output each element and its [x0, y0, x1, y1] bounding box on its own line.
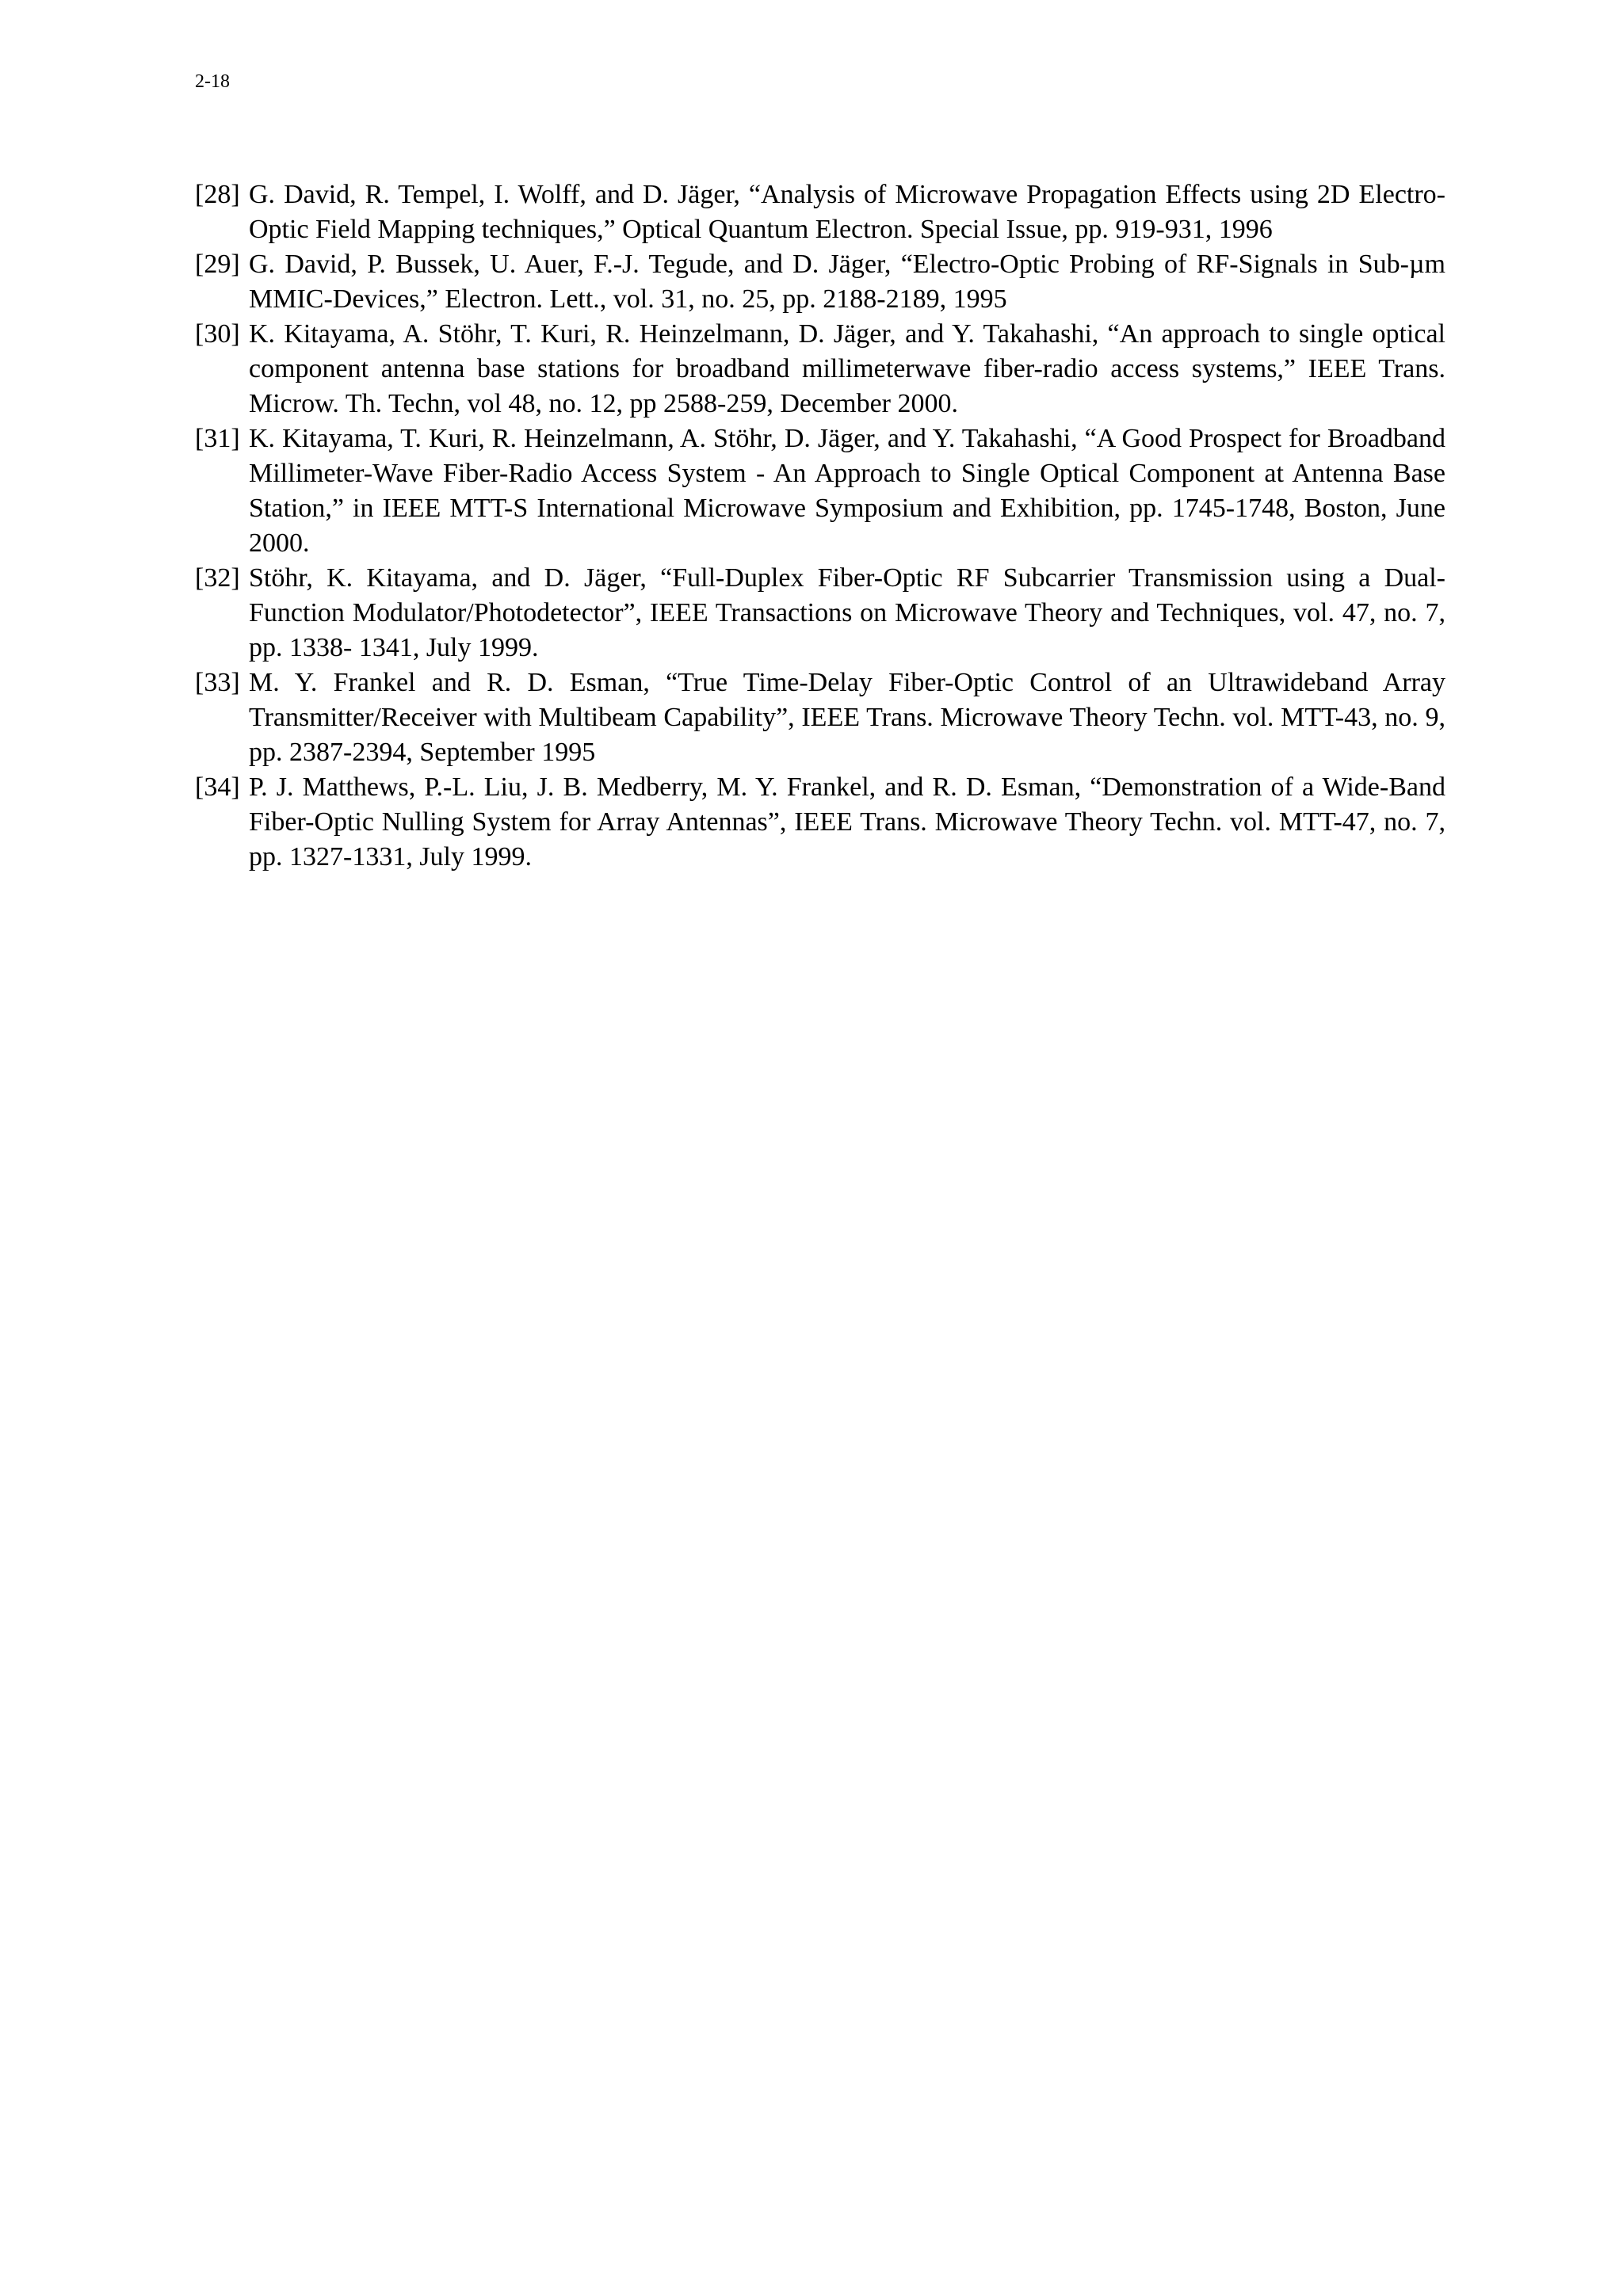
reference-text: P. J. Matthews, P.-L. Liu, J. B. Medberry, M. Y. Frankel, and R. D. Esman, “Demonstration of a Wide-Band Fiber-Optic Nulling System for Array Antennas”, IEEE Trans. Microwave Theory Techn. vol. MTT-47, no. 7, pp. 1327-1331, July 1999.: [249, 772, 1445, 871]
reference-label: [28]: [195, 180, 240, 209]
reference-text: G. David, P. Bussek, U. Auer, F.-J. Tegude, and D. Jäger, “Electro-Optic Probing of RF-Signals in Sub-µm MMIC-Devices,” Electron. Lett., vol. 31, no. 25, pp. 2188-2189, 1995: [249, 250, 1445, 314]
reference-text: G. David, R. Tempel, I. Wolff, and D. Jäger, “Analysis of Microwave Propagation Effects using 2D Electro-Optic Field Mapping techniques,” Optical Quantum Electron. Special Issue, pp. 919-931, 1996: [249, 180, 1445, 244]
reference-text: M. Y. Frankel and R. D. Esman, “True Time-Delay Fiber-Optic Control of an Ultrawideband Array Transmitter/Receiver with Multibeam Capability”, IEEE Trans. Microwave Theory Techn. vol. MTT-43, no. 9, pp. 2387-2394, September 1995: [249, 668, 1445, 767]
reference-text: K. Kitayama, A. Stöhr, T. Kuri, R. Heinzelmann, D. Jäger, and Y. Takahashi, “An approach to single optical component antenna base stations for broadband millimeterwave fiber-radio access systems,” IEEE Trans. Microw. Th. Techn, vol 48, no. 12, pp 2588-259, December 2000.: [249, 319, 1445, 418]
reference-entry: [195, 317, 1445, 421]
reference-label: [32]: [195, 563, 240, 593]
reference-entry: [195, 177, 1445, 247]
reference-label: [33]: [195, 668, 240, 697]
reference-entry: [195, 421, 1445, 561]
reference-text: Stöhr, K. Kitayama, and D. Jäger, “Full-Duplex Fiber-Optic RF Subcarrier Transmission using a Dual-Function Modulator/Photodetector”, IEEE Transactions on Microwave Theory and Techniques, vol. 47, no. 7, pp. 1338- 1341, July 1999.: [249, 563, 1445, 662]
reference-entry: [195, 666, 1445, 770]
reference-label: [31]: [195, 424, 240, 453]
reference-label: [34]: [195, 772, 240, 802]
reference-entry: [195, 247, 1445, 317]
reference-entry: [195, 561, 1445, 666]
reference-text: K. Kitayama, T. Kuri, R. Heinzelmann, A. Stöhr, D. Jäger, and Y. Takahashi, “A Good Prospect for Broadband Millimeter-Wave Fiber-Radio Access System - An Approach to Single Optical Component at Antenna Base Station,” in IEEE MTT-S International Microwave Symposium and Exhibition, pp. 1745-1748, Boston, June 2000.: [249, 424, 1445, 558]
reference-label: [29]: [195, 250, 240, 279]
reference-entry: [195, 770, 1445, 875]
page-number: 2-18: [195, 71, 230, 92]
reference-list: [195, 177, 1445, 875]
reference-label: [30]: [195, 319, 240, 349]
